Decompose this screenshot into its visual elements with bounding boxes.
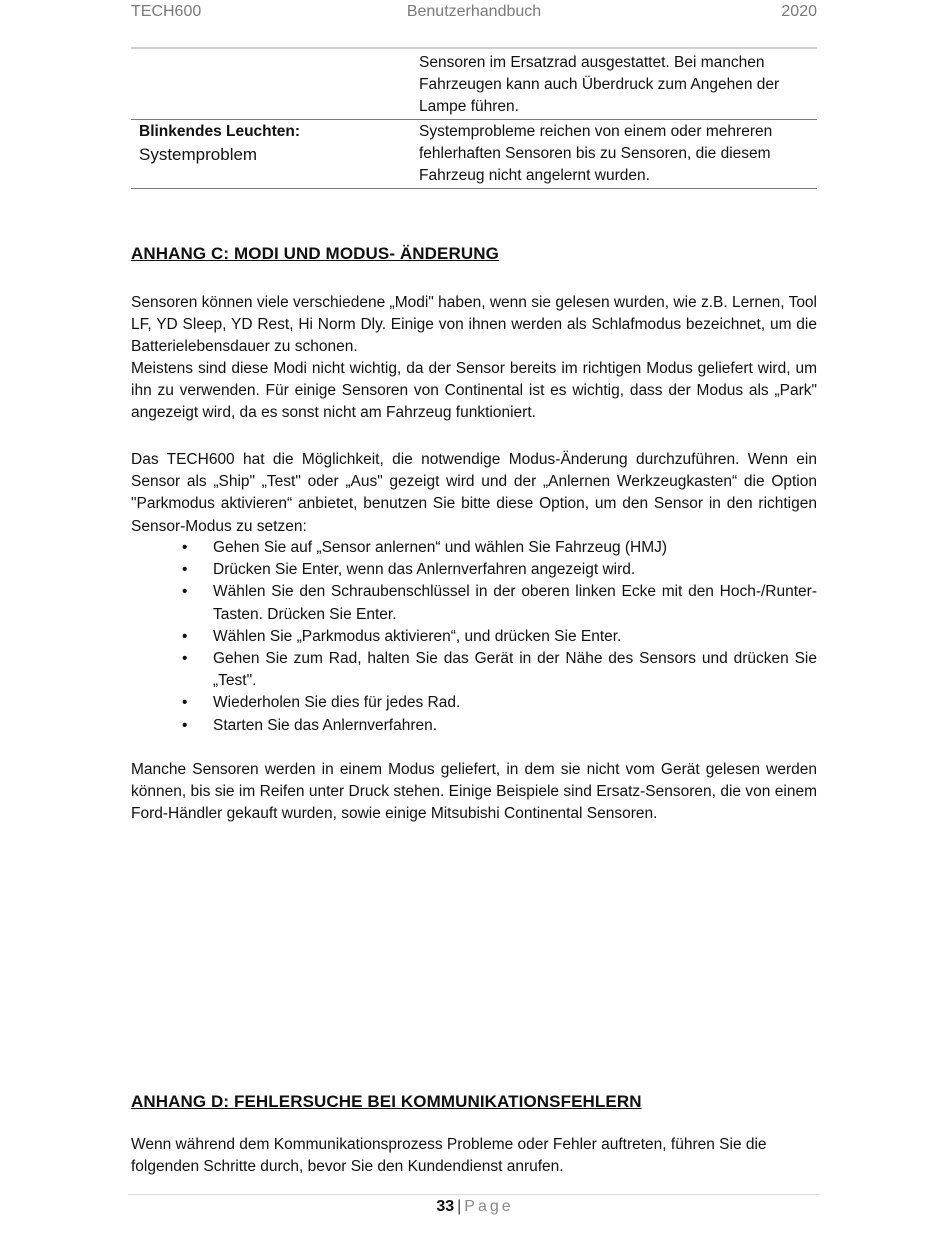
table-row bbox=[131, 48, 817, 120]
bullet-icon: • bbox=[182, 694, 188, 712]
section-heading-appendix-c: ANHANG C: MODI UND MODUS- ÄNDERUNG bbox=[131, 244, 499, 263]
footer-separator: | bbox=[457, 1198, 462, 1215]
header-title: Benutzerhandbuch bbox=[406, 3, 542, 20]
table-cell-title bbox=[131, 48, 411, 120]
table-cell-description: Sensoren im Ersatzrad ausgestattet. Bei manchen Fahrzeugen kann auch Überdruck zum Angehen der Lampe führen. bbox=[411, 48, 817, 120]
paragraph-pressure-sensors: Manche Sensoren werden in einem Modus geliefert, in dem sie nicht vom Gerät gelesen werden können, bis sie im Reifen unter Druck stehen. Einige Beispiele sind Ersatz-Sensoren, die von einem Ford-Händler gekauft wurden, sowie einige Mitsubishi Continental Sensoren. bbox=[131, 761, 817, 823]
header-product: TECH600 bbox=[131, 3, 202, 20]
bullet-icon: • bbox=[182, 561, 188, 579]
row-title: Blinkendes Leuchten: bbox=[139, 123, 301, 140]
list-item bbox=[182, 581, 817, 625]
list-item bbox=[182, 715, 817, 737]
bullet-icon: • bbox=[182, 627, 188, 645]
page-number: 33 bbox=[436, 1198, 455, 1215]
paragraph-modes-importance: Meistens sind diese Modi nicht wichtig, da der Sensor bereits im richtigen Modus geliefert wird, um ihn zu verwenden. Für einige Sensoren von Continental ist es wichtig, dass der Modus als „Park" angezeigt wird, da es sonst nicht am Fahrzeug funktioniert. bbox=[131, 360, 817, 422]
list-item bbox=[182, 537, 817, 559]
list-item bbox=[182, 626, 817, 648]
bullet-icon: • bbox=[182, 539, 188, 556]
row-subtitle: Systemproblem bbox=[139, 145, 258, 164]
page-footer bbox=[0, 1198, 950, 1216]
paragraph-mode-change: Das TECH600 hat die Möglichkeit, die notwendige Modus-Änderung durchzuführen. Wenn ein Sensor als „Ship" „Test" oder „Aus" gezeigt wird und der „Anlernen Werkzeugkasten“ die Option "Parkmodus aktivieren“ anbietet, benutzen Sie bitte diese Option, um den Sensor in den richtigen Sensor-Modus zu setzen: bbox=[131, 451, 817, 535]
bullet-icon: • bbox=[182, 716, 188, 734]
step-text: Starten Sie das Anlernverfahren. bbox=[213, 716, 438, 734]
table-cell-title bbox=[131, 120, 411, 189]
step-text: Wählen Sie „Parkmodus aktivieren“, und drücken Sie Enter. bbox=[213, 627, 622, 645]
table-cell-description: Systemprobleme reichen von einem oder mehreren fehlerhaften Sensoren bis zu Sensoren, die diesem Fahrzeug nicht angelernt wurden. bbox=[411, 120, 817, 189]
bullet-icon: • bbox=[182, 583, 188, 601]
header-year: 2020 bbox=[781, 3, 817, 20]
list-item bbox=[182, 559, 817, 581]
bullet-icon: • bbox=[182, 650, 188, 668]
page-label: Page bbox=[464, 1198, 514, 1215]
paragraph-modes-intro: Sensoren können viele verschiedene „Modi" haben, wenn sie gelesen wurden, wie z.B. Lernen, Tool LF, YD Sleep, YD Rest, Hi Norm Dly. Einige von ihnen werden als Schlafmodus bezeichnet, um die Batterielebensdauer zu schonen. bbox=[131, 294, 817, 356]
step-text: Wiederholen Sie dies für jedes Rad. bbox=[213, 694, 461, 712]
step-text: Gehen Sie zum Rad, halten Sie das Gerät in der Nähe des Sensors und drücken Sie „Test". bbox=[213, 650, 817, 690]
symptom-table bbox=[131, 47, 817, 189]
step-text: Wählen Sie den Schraubenschlüssel in der oberen linken Ecke mit den Hoch-/Runter-Tasten. Drücken Sie Enter. bbox=[213, 583, 817, 623]
paragraph-troubleshooting: Wenn während dem Kommunikationsprozess Probleme oder Fehler auftreten, führen Sie die folgenden Schritte durch, bevor Sie den Kundendienst anrufen. bbox=[131, 1136, 767, 1176]
list-item bbox=[182, 692, 817, 714]
section-heading-appendix-d: ANHANG D: FEHLERSUCHE BEI KOMMUNIKATIONSFEHLERN bbox=[131, 1092, 642, 1111]
step-text: Gehen Sie auf „Sensor anlernen“ und wählen Sie Fahrzeug (HMJ) bbox=[213, 539, 668, 556]
mode-change-steps-list bbox=[182, 537, 817, 737]
footer-divider bbox=[128, 1194, 820, 1195]
list-item bbox=[182, 648, 817, 692]
page-header bbox=[131, 0, 817, 28]
table-row bbox=[131, 120, 817, 189]
step-text: Drücken Sie Enter, wenn das Anlernverfahren angezeigt wird. bbox=[213, 561, 636, 579]
